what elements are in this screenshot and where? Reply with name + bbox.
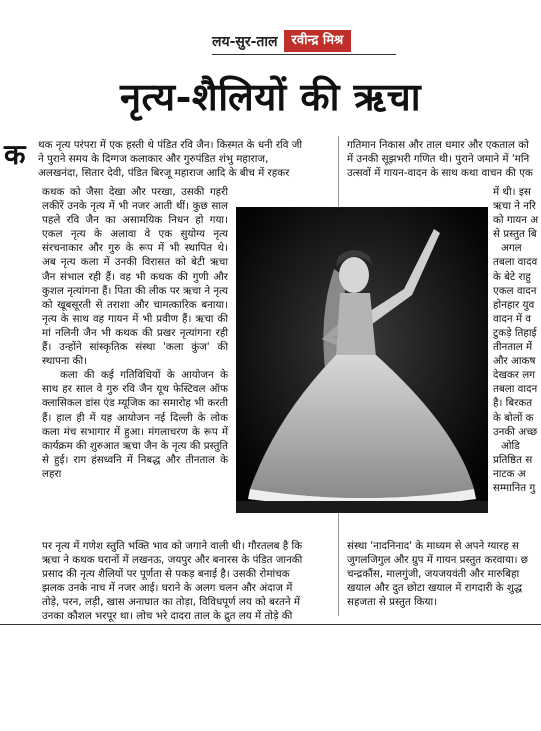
author-badge: रवीन्द्र मिश्र	[284, 30, 352, 52]
text-line: वादन में व	[493, 312, 532, 325]
text-line: सहजता से प्रस्तुत किया।	[347, 596, 438, 609]
text-line: ऋचा ने कथक घरानों में लखनऊ, जयपुर और बनारस के पंडित जानकी	[42, 554, 303, 567]
text-line: सम्मानित गु	[493, 481, 536, 494]
text-line: ने पुराने समय के दिग्गज कलाकार और गुरुपंडित शंभु महाराज,	[38, 153, 269, 166]
text-line: प्रतिष्ठित स	[493, 453, 533, 466]
text-line: देखकर लग	[493, 369, 536, 382]
text-line: जुगलजिगुल और ग्रुप में गायन प्रस्तुत करवाया। छ	[347, 554, 528, 567]
col1-bottom	[42, 539, 328, 624]
text-line: में उनकी सूझभरी गणित थी। पुराने जमाने में 'मनि	[347, 153, 530, 166]
text-line: के बोलों क	[493, 411, 534, 424]
text-line: एकल वादन	[493, 284, 537, 297]
drop-cap: क	[4, 138, 26, 171]
text-line: होनहार युव	[493, 298, 535, 311]
text-line: अलखनंदा, सितार देवी, पंडित बिरजू महाराज आदि के बीच में रहकर	[38, 167, 290, 180]
text-line: उनकी अच्छ	[493, 425, 538, 438]
text-line: अगल	[501, 242, 522, 255]
text-line: थक नृत्य परंपरा में एक हस्ती थे पंडित रवि जैन। किस्मत के धनी रवि जी	[38, 139, 303, 151]
bottom-rule	[0, 624, 541, 625]
text-line: ओडि	[501, 439, 520, 452]
paragraph: कथक को जैसा देखा और परखा, उसकी गहरी लकीरें उनके नृत्य में भी नजर आती थीं। कुछ साल पहले रवि जैन का असामयिक निधन हो गया। एकल नृत्य के अलावा वे एक सुयोग्य नृत्य संरचनाकार और गुरु के रूप में भी स्थापित थे। अब नृत्य कला में उनकी विरासत को बेटी ऋचा जैन संभाल रही हैं। वह भी कथक की गुणी और कुशल नृत्यांगना हैं। पिता की लीक पर ऋचा ने नृत्य को खूबसूरती से तराशा और चामत्कारिक बनाया। नृत्य के साथ वह गायन में भी प्रवीण हैं। ऋचा की मां नलिनी जैन भी कथक की प्रखर नृत्यांगना रही हैं। उन्होंने सांस्कृतिक संस्था 'कला कुंज' की स्थापना की।	[42, 186, 228, 368]
text-line: चन्द्रकौंस, मालगुंजी, जयजयवंती और मारुबिहा	[347, 568, 520, 581]
text-line: तबला वादव	[493, 256, 538, 269]
text-line: के बेटे राहु	[493, 270, 531, 283]
col1-body	[42, 185, 228, 481]
text-line: टुकड़े तिहाई	[493, 326, 537, 339]
text-line: ऋचा ने नरि	[493, 200, 536, 213]
text-line: तबला वादन	[493, 383, 538, 396]
col2-bottom	[347, 539, 541, 609]
section-name: लय-सुर-ताल	[212, 33, 278, 50]
text-line: तोड़े, परन, लड़ी, खास अनाघात का तोड़ा, विविधपूर्ण लय को बरतने में	[42, 596, 301, 609]
text-line: तीनताल में	[493, 341, 533, 354]
text-line: को गायन अ	[493, 214, 539, 227]
paragraph: कला की कई गतिविधियों के आयोजन के साथ हर साल वे गुरु रवि जैन यूथ फेस्टिवल ऑफ क्लासिकल डांस एंड म्यूजिक का समारोह भी करती हैं। हाल ही में यह आयोजन नई दिल्ली के लोक कला मंच सभागार में हुआ। मंगलाचरण के रूप में कार्यक्रम की शुरुआत ऋचा जैन के नृत्य की प्रस्तुति से हुई। राग हंसध्वनि में निबद्ध और तीनताल के लहरा	[42, 369, 228, 480]
section-tag	[212, 30, 351, 52]
text-line: संस्था 'नादनिनाद' के माध्यम से अपने ग्यारह स	[347, 540, 519, 552]
text-line: पर नृत्य में गणेश स्तुति भक्ति भाव को जगाने वाली थी। गौरतलब है कि	[42, 540, 303, 552]
text-line: से प्रस्तुत बि	[493, 228, 537, 241]
text-line: नाटक अ	[493, 467, 526, 480]
text-line: उनका कौशल भरपूर था। लोच भरे दादरा ताल के द्रुत लय में तोड़े की	[42, 610, 293, 623]
headline: नृत्य-शैलियों की ऋचा	[119, 74, 422, 119]
text-line: प्रसाद की नृत्य शैलियों पर पूर्णता से पकड़ बनाई है। उसकी रोमांचक	[42, 568, 290, 581]
text-line: झलक उनके नाच में नजर आई। घराने के अलग चलन और अंदाज में	[42, 582, 293, 595]
section-rule	[212, 54, 396, 55]
col2-top	[347, 138, 541, 180]
text-line: और आकष	[493, 355, 536, 368]
kathak-dancer-illustration	[236, 207, 488, 513]
col1-intro	[38, 138, 326, 180]
text-line: उत्सवों में गायन-वादन के साथ कथा वाचन की एक	[347, 167, 533, 180]
text-line: में थी। इस	[493, 186, 531, 198]
text-line: खयाल और दुत छोटा खयाल में रागदारी के शुद्ध	[347, 582, 523, 595]
col2-narrow	[493, 185, 541, 495]
text-line: गतिमान निकास और ताल धमार और एकताल को	[347, 139, 529, 151]
dancer-photo	[236, 207, 488, 513]
text-line: है। बिरकत	[493, 397, 533, 410]
